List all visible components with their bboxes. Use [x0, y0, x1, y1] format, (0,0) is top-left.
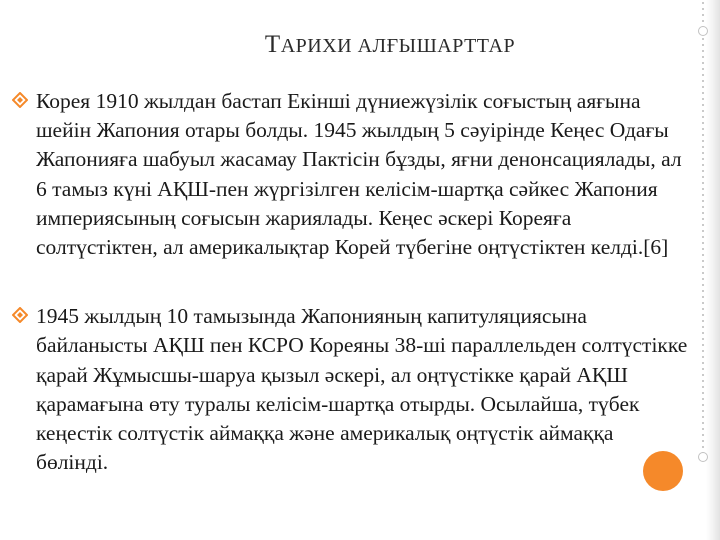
- diamond-bullet-icon: [12, 87, 36, 108]
- binding-chain: [702, 0, 704, 455]
- bullet-list: [12, 87, 688, 477]
- bullet-text: Корея 1910 жылдан бастап Екінші дүниежүзілік соғыстың аяғына шейін Жапония отары болды. 1945 жылдың 5 сәуірінде Кеңес Одағы Жапонияға шабуыл жасамау Пактісін бұзды, яғни денонсациялады, ал 6 тамыз күні АҚШ-пен жүргізілген келісім-шартқа сәйкес Жапония империясының соғысын жариялады. Кеңес әскері Кореяға солтүстіктен, ал америкалықтар Корей түбегіне оңтүстіктен келді.[6]: [36, 89, 682, 260]
- bullet-text: 1945 жылдың 10 тамызында Жапонияның капитуляциясына байланысты АҚШ пен КСРО Кореяны 38-ші параллельден солтүстікке қарай Жұмысшы-шаруа қызыл әскері, ал оңтүстікке қарай АҚШ қарамағына өту туралы келісім-шартқа отырды. Осылайша, түбек кеңестік солтүстік аймаққа және америкалық оңтүстік аймаққа бөлінді.: [36, 304, 688, 475]
- slide-title: [0, 31, 720, 59]
- title-rest: АРИХИ АЛҒЫШАРТТАР: [280, 35, 516, 57]
- bullet-item: [12, 87, 688, 262]
- binding-ring-bottom: [698, 452, 708, 462]
- bullet-item: [12, 302, 688, 477]
- title-initial: Т: [264, 31, 281, 58]
- page-edge-shadow: [706, 0, 720, 540]
- diamond-bullet-icon: [12, 302, 36, 323]
